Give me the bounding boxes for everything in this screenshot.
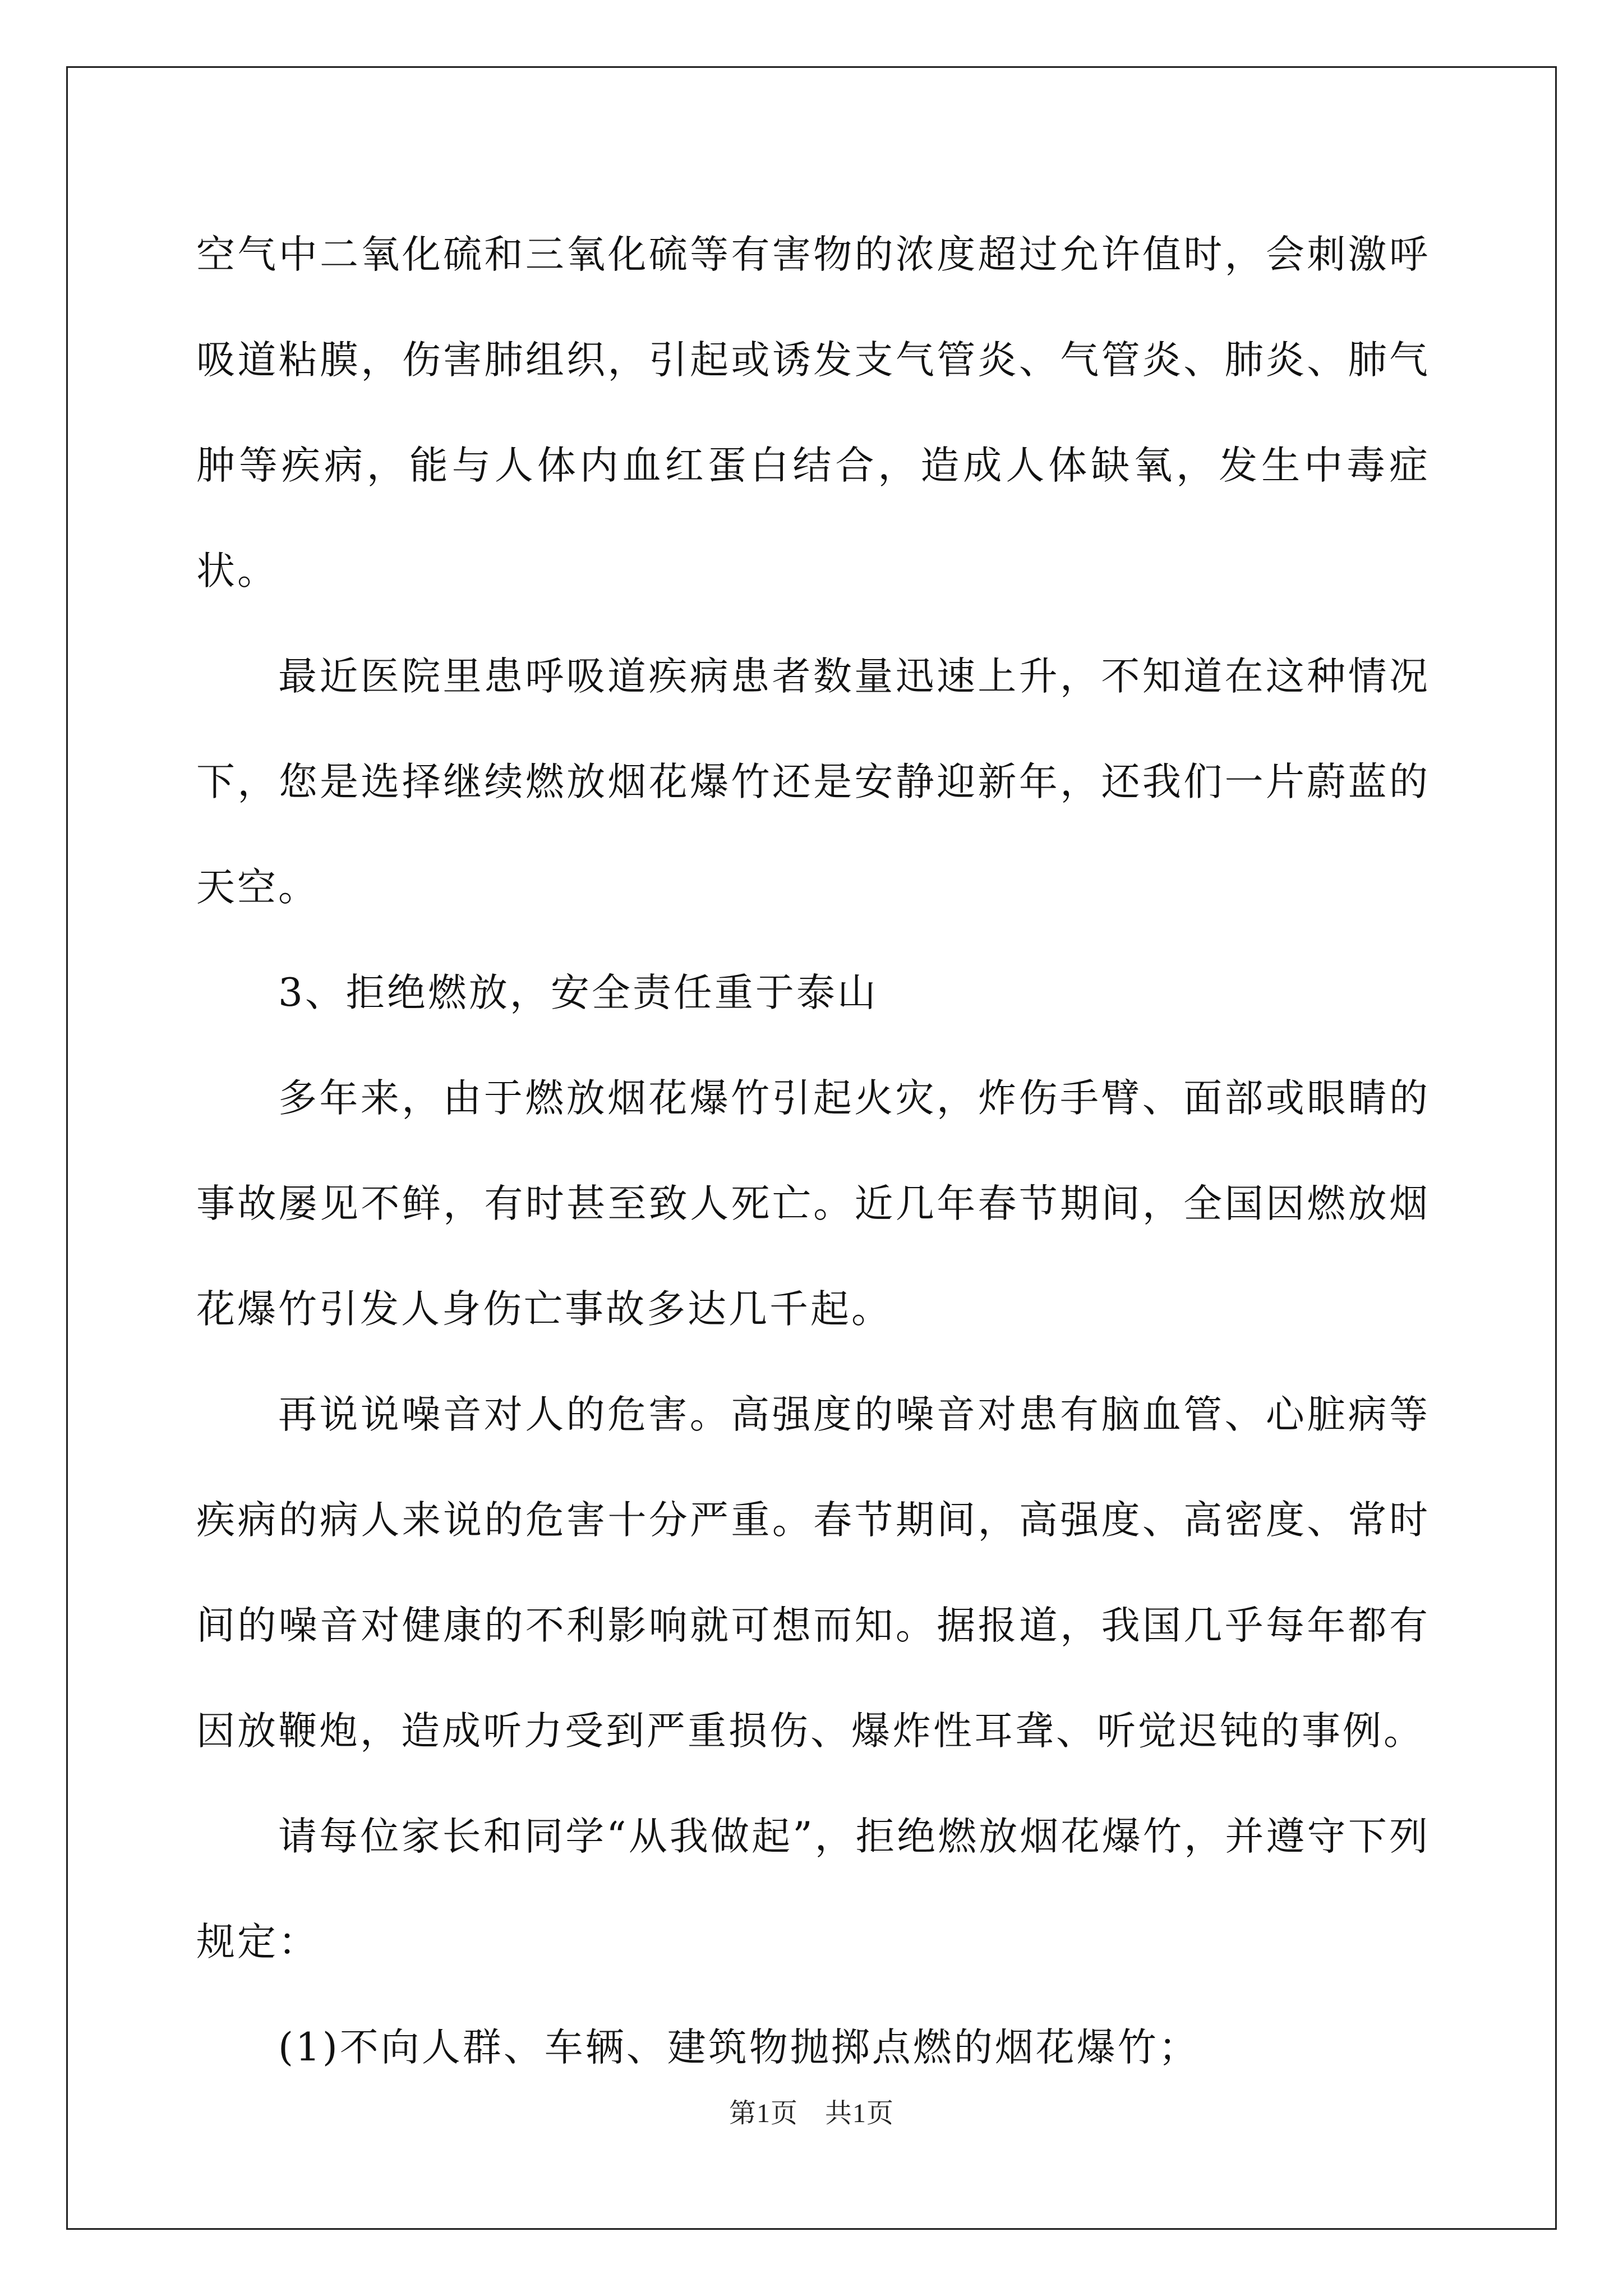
paragraph-4: 再说说噪音对人的危害。高强度的噪音对患有脑血管、心脏病等疾病的病人来说的危害十分严重。春节期间，高强度、高密度、常时间的噪音对健康的不利影响就可想而知。据报道，我国几乎每年都有因放鞭炮，造成听力受到严重损伤、爆炸性耳聋、听觉迟钝的事例。: [196, 1392, 1430, 1754]
paragraph-5: 请每位家长和同学“从我做起”，拒绝燃放烟花爆竹，并遵守下列规定：: [196, 1814, 1430, 1964]
section-heading: 3、拒绝燃放，安全责任重于泰山: [278, 970, 878, 1015]
paragraph-1: 空气中二氧化硫和三氧化硫等有害物的浓度超过允许值时，会刺激呼吸道粘膜，伤害肺组织，引起或诱发支气管炎、气管炎、肺炎、肺气肿等疾病，能与人体内血红蛋白结合，造成人体缺氧，发生中毒症状。: [196, 232, 1430, 593]
list-item-1: (1)不向人群、车辆、建筑物抛掷点燃的烟花爆竹；: [278, 2025, 1200, 2070]
page-footer: [0, 2091, 1623, 2130]
page-number: 第1页: [728, 2099, 798, 2128]
document-body: [196, 202, 1430, 2100]
paragraph-3: 多年来，由于燃放烟花爆竹引起火灾，炸伤手臂、面部或眼睛的事故屡见不鲜，有时甚至致人死亡。近几年春节期间，全国因燃放烟花爆竹引发人身伤亡事故多达几千起。: [196, 1076, 1430, 1332]
paragraph-2: 最近医院里患呼吸道疾病患者数量迅速上升，不知道在这种情况下，您是选择继续燃放烟花爆竹还是安静迎新年，还我们一片蔚蓝的天空。: [196, 654, 1430, 910]
page-total: 共1页: [825, 2099, 895, 2128]
